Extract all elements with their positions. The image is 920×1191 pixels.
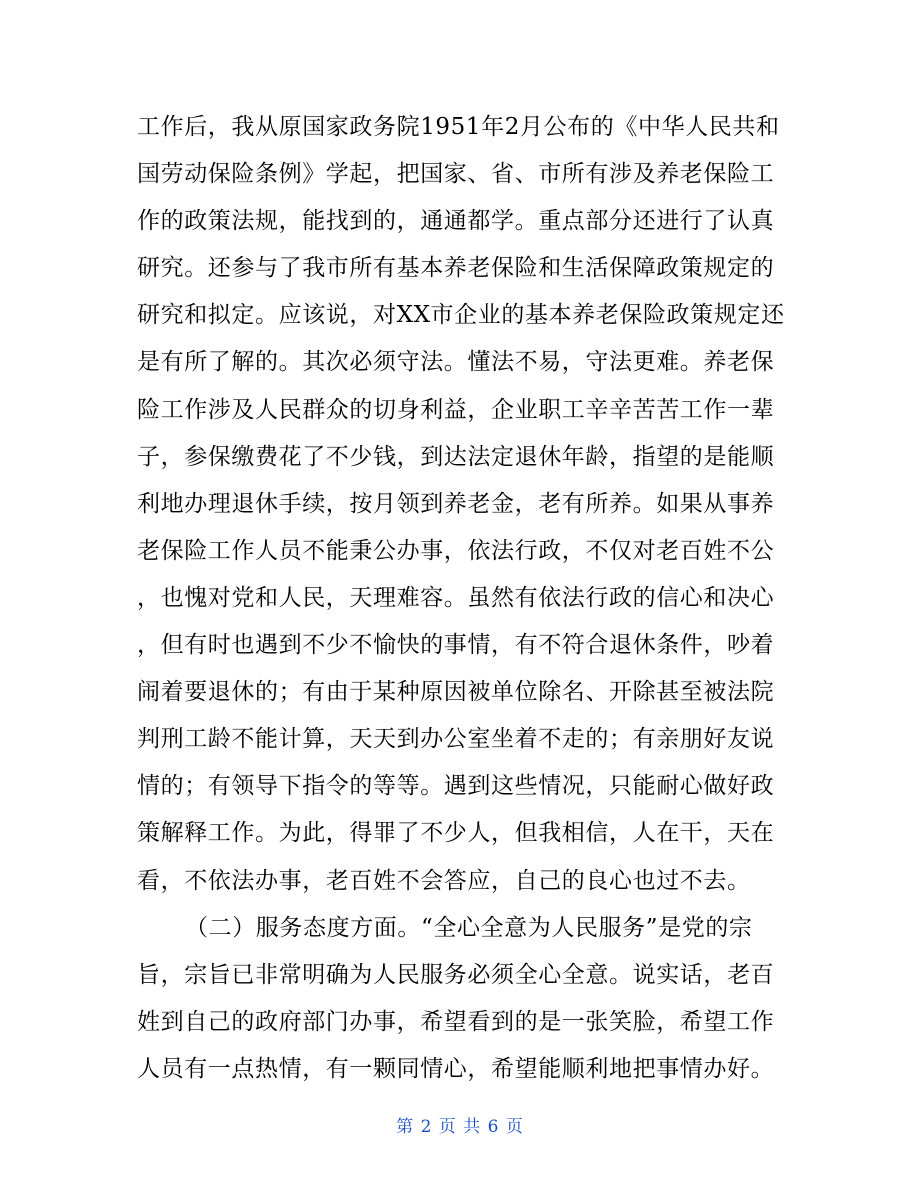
paragraph-start-line: （二）服务态度方面。“全心全意为人民服务”是党的宗 <box>185 914 753 941</box>
text-line: ，也愧对党和人民，天理难容。虽然有依法行政的信心和决心 <box>137 584 775 611</box>
text-line: 研究和拟定。应该说，对XX市企业的基本养老保险政策规定还 <box>137 302 785 329</box>
text-line: 国劳动保险条例》学起，把国家、省、市所有涉及养老保险工 <box>137 161 775 188</box>
text-line: 作的政策法规，能找到的，通通都学。重点部分还进行了认真 <box>137 208 775 235</box>
text-line: 人员有一点热情，有一颗同情心，希望能顺利地把事情办好。 <box>137 1055 775 1082</box>
page-number-footer: 第 2 页 共 6 页 <box>396 1117 524 1137</box>
text-line: 利地办理退休手续，按月领到养老金，老有所养。如果从事养 <box>137 490 775 517</box>
text-line: 策解释工作。为此，得罪了不少人，但我相信，人在干，天在 <box>137 820 775 847</box>
text-line: 姓到自己的政府部门办事，希望看到的是一张笑脸，希望工作 <box>137 1008 775 1035</box>
text-line: 是有所了解的。其次必须守法。懂法不易，守法更难。养老保 <box>137 349 775 376</box>
text-line: 看，不依法办事，老百姓不会答应，自己的良心也过不去。 <box>137 867 751 894</box>
text-line: 研究。还参与了我市所有基本养老保险和生活保障政策规定的 <box>137 255 775 282</box>
text-line: 情的；有领导下指令的等等。遇到这些情况，只能耐心做好政 <box>137 773 775 800</box>
text-line: 判刑工龄不能计算，天天到办公室坐着不走的；有亲朋好友说 <box>137 726 775 753</box>
text-line: ，但有时也遇到不少不愉快的事情，有不符合退休条件，吵着 <box>137 632 775 659</box>
text-line: 子，参保缴费花了不少钱，到达法定退休年龄，指望的是能顺 <box>137 443 775 470</box>
text-line: 旨，宗旨已非常明确为人民服务必须全心全意。说实话，老百 <box>137 961 775 988</box>
text-line: 闹着要退休的；有由于某种原因被单位除名、开除甚至被法院 <box>137 679 775 706</box>
text-line: 工作后，我从原国家政务院1951年2月公布的《中华人民共和 <box>137 114 780 140</box>
text-line: 险工作涉及人民群众的切身利益，企业职工辛辛苦苦工作一辈 <box>137 396 775 423</box>
text-line: 老保险工作人员不能秉公办事，依法行政，不仅对老百姓不公 <box>137 537 775 564</box>
document-body <box>137 104 787 1093</box>
